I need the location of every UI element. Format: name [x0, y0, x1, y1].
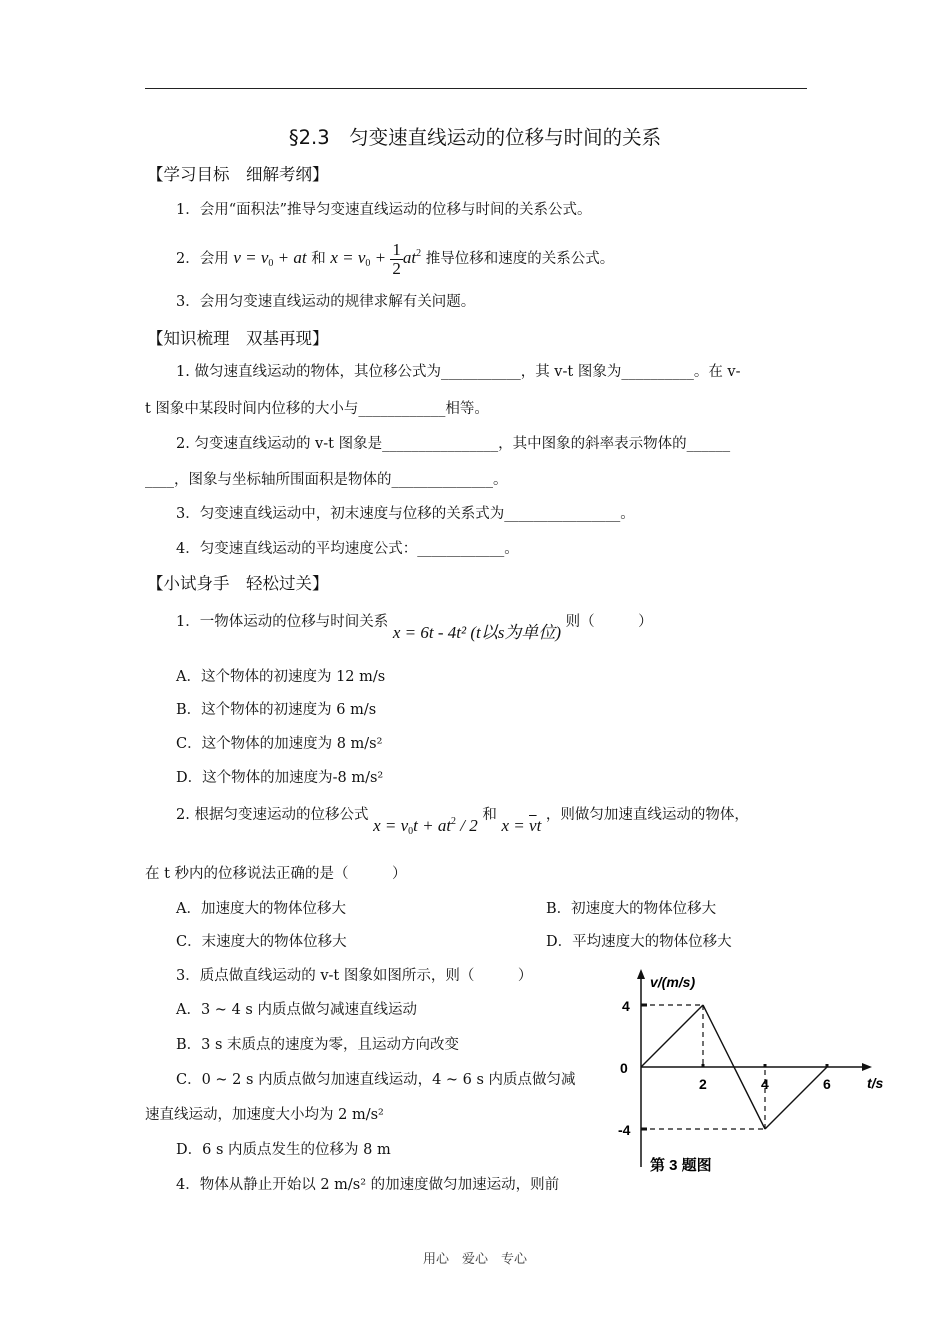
- q2-stem-suffix: ，则做匀加速直线运动的物体，: [545, 807, 749, 823]
- page-footer: 用心 爱心 专心: [422, 1252, 527, 1267]
- data-line-segment: [765, 1067, 827, 1129]
- q2-option-a: A．加速度大的物体位移大: [176, 901, 346, 917]
- q1-option-c: C．这个物体的加速度为 8 m/s²: [176, 736, 383, 752]
- goal-3: 3．会用匀变速直线运动的规律求解有关问题。: [176, 294, 476, 310]
- y-tick-label: 4: [622, 998, 630, 1014]
- q3-stem: 3．质点做直线运动的 v-t 图象如图所示，则（ ）: [176, 968, 533, 984]
- q2-stem-line2: 在 t 秒内的位移说法正确的是（ ）: [145, 866, 407, 882]
- origin-label: 0: [620, 1060, 628, 1076]
- q2-formula-2: $x = \overline{v}t$: [501, 816, 542, 835]
- section-heading-review: 【知识梳理 双基再现】: [147, 329, 329, 348]
- goal-2-prefix: 2．会用: [176, 251, 229, 267]
- q3-option-b: B．3 s 末质点的速度为零，且运动方向改变: [176, 1037, 460, 1053]
- x-axis-label: t/s: [867, 1075, 884, 1091]
- q2-stem-prefix: 2. 根据匀变速运动的位移公式: [176, 807, 369, 823]
- x-axis-arrow: [862, 1063, 872, 1071]
- section-heading-trial: 【小试身手 轻松过关】: [147, 574, 329, 593]
- goal-2-and: 和: [311, 251, 326, 267]
- q4-stem: 4．物体从静止开始以 2 m/s² 的加速度做匀加速运动，则前: [176, 1177, 560, 1193]
- y-tick-label: -4: [618, 1122, 631, 1138]
- x-tick-label: 6: [823, 1076, 831, 1092]
- q2-option-b: B．初速度大的物体位移大: [546, 901, 717, 917]
- q3-option-d: D．6 s 内质点发生的位移为 8 m: [176, 1142, 391, 1158]
- y-axis-arrow: [637, 969, 645, 979]
- q1-option-d: D．这个物体的加速度为-8 m/s²: [176, 770, 384, 786]
- x-tick-label: 2: [699, 1076, 707, 1092]
- q2-option-c: C．末速度大的物体位移大: [176, 934, 347, 950]
- q1-stem: [176, 606, 653, 642]
- figure-caption: 第 3 题图: [650, 1157, 712, 1174]
- q3-option-c-line2: 速直线运动，加速度大小均为 2 m/s²: [145, 1107, 384, 1123]
- formula-displacement: $x = v_0$ + $\frac{1}{2}$ $at^2$: [330, 239, 422, 278]
- y-axis-label: v/(m/s): [650, 974, 696, 990]
- data-line-segment: [641, 1005, 703, 1067]
- goal-1: 1．会用“面积法”推导匀变速直线运动的位移与时间的关系公式。: [176, 202, 592, 218]
- q1-formula: x = 6t - 4t² (t以s为单位): [392, 623, 561, 642]
- q1-stem-prefix: 1．一物体运动的位移与时间关系: [176, 614, 389, 630]
- vt-graph: [610, 965, 905, 1180]
- review-3: 3．匀变速直线运动中，初末速度与位移的关系式为________________。: [176, 506, 635, 522]
- review-1-line2: t 图象中某段时间内位移的大小与____________相等。: [145, 401, 489, 417]
- review-2-line1: 2. 匀变速直线运动的 v-t 图象是________________，其中图象的斜率表示物体的______: [176, 436, 731, 452]
- q2-stem: [176, 803, 749, 837]
- review-2-line2: ____，图象与坐标轴所围面积是物体的______________。: [145, 472, 508, 488]
- goal-2-suffix: 推导位移和速度的关系公式。: [425, 251, 615, 267]
- q2-option-d: D．平均速度大的物体位移大: [546, 934, 732, 950]
- q1-option-b: B．这个物体的初速度为 6 m/s: [176, 702, 377, 718]
- x-tick-label: 4: [761, 1076, 769, 1092]
- q2-formula-1: $x = v_0t + at^2 / 2$: [373, 816, 478, 837]
- q1-stem-suffix: 则（ ）: [565, 614, 653, 630]
- q3-option-a: A．3 ~ 4 s 内质点做匀减速直线运动: [176, 1002, 417, 1018]
- header-rule: [145, 88, 807, 89]
- goal-2: [176, 234, 615, 278]
- q3-option-c-line1: C．0 ~ 2 s 内质点做匀加速直线运动，4 ~ 6 s 内质点做匀减: [176, 1072, 576, 1088]
- review-4: 4．匀变速直线运动的平均速度公式：____________。: [176, 541, 519, 557]
- section-heading-goals: 【学习目标 细解考纲】: [147, 165, 329, 184]
- formula-velocity: $v = v_0$ + at: [233, 248, 307, 269]
- page-title: §2.3 匀变速直线运动的位移与时间的关系: [288, 126, 662, 149]
- q2-stem-and: 和: [482, 807, 497, 823]
- review-1-line1: 1. 做匀速直线运动的物体，其位移公式为___________，其 v-t 图象为__________。在 v-: [176, 364, 741, 380]
- q1-option-a: A．这个物体的初速度为 12 m/s: [176, 669, 386, 685]
